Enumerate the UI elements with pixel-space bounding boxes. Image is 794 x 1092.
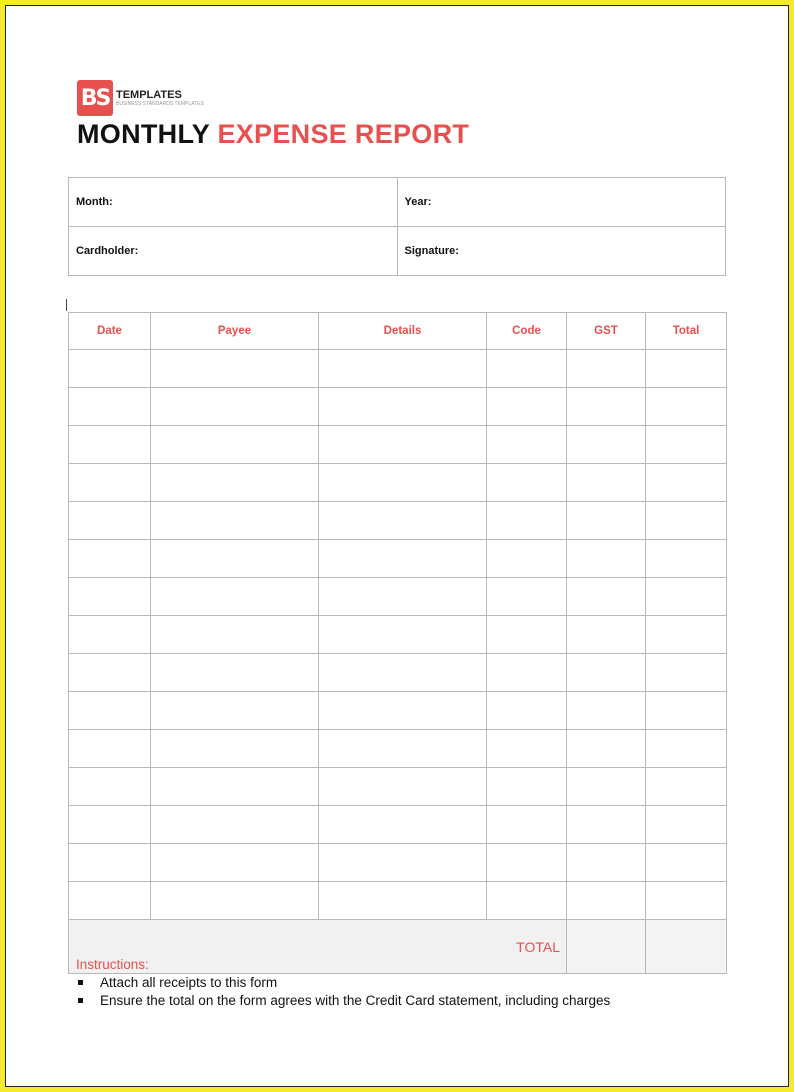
cell-gst[interactable] [567, 616, 646, 654]
cell-code[interactable] [487, 464, 567, 502]
column-header-payee: Payee [151, 313, 319, 350]
year-field[interactable]: Year: [397, 178, 726, 227]
cell-payee[interactable] [151, 540, 319, 578]
cell-payee[interactable] [151, 654, 319, 692]
logo-name: TEMPLATES [116, 88, 182, 101]
cell-details[interactable] [319, 578, 487, 616]
column-header-total: Total [646, 313, 727, 350]
cell-total[interactable] [646, 502, 727, 540]
title-part-expense-report: EXPENSE REPORT [217, 119, 470, 149]
cell-details[interactable] [319, 882, 487, 920]
logo-tagline: BUSINESS STANDARDS TEMPLATES [116, 100, 204, 107]
column-header-date: Date [69, 313, 151, 350]
cell-payee[interactable] [151, 844, 319, 882]
cell-code[interactable] [487, 654, 567, 692]
table-row [69, 388, 727, 426]
cell-payee[interactable] [151, 578, 319, 616]
table-row [69, 502, 727, 540]
table-row [69, 730, 727, 768]
cell-total[interactable] [646, 578, 727, 616]
cell-gst[interactable] [567, 844, 646, 882]
cell-date[interactable] [69, 730, 151, 768]
cell-gst[interactable] [567, 540, 646, 578]
table-row [69, 540, 727, 578]
cell-code[interactable] [487, 882, 567, 920]
cell-date[interactable] [69, 578, 151, 616]
cell-details[interactable] [319, 844, 487, 882]
cell-gst[interactable] [567, 768, 646, 806]
signature-field[interactable]: Signature: [397, 227, 726, 276]
cell-payee[interactable] [151, 768, 319, 806]
cell-date[interactable] [69, 692, 151, 730]
logo-mark: BS [77, 80, 113, 116]
cell-date[interactable] [69, 654, 151, 692]
cell-total[interactable] [646, 806, 727, 844]
cell-details[interactable] [319, 768, 487, 806]
cell-total[interactable] [646, 730, 727, 768]
cell-code[interactable] [487, 502, 567, 540]
cell-code[interactable] [487, 616, 567, 654]
cell-total[interactable] [646, 540, 727, 578]
instruction-item [76, 991, 610, 1009]
cell-total[interactable] [646, 616, 727, 654]
expense-report-page [5, 5, 789, 1087]
cell-total[interactable] [646, 844, 727, 882]
instruction-text: Ensure the total on the form agrees with the Credit Card statement, including charges [100, 992, 611, 1008]
instructions-title: Instructions: [76, 957, 149, 972]
total-label: TOTAL [69, 920, 567, 974]
table-row [69, 692, 727, 730]
cell-date[interactable] [69, 388, 151, 426]
table-row [69, 616, 727, 654]
table-row [69, 350, 727, 388]
cell-details[interactable] [319, 654, 487, 692]
table-row [69, 844, 727, 882]
table-row [69, 464, 727, 502]
cell-code[interactable] [487, 692, 567, 730]
cell-details[interactable] [319, 464, 487, 502]
cell-details[interactable] [319, 426, 487, 464]
cell-date[interactable] [69, 768, 151, 806]
cardholder-field[interactable]: Cardholder: [69, 227, 398, 276]
table-row [69, 806, 727, 844]
total-sum-cell[interactable] [646, 920, 727, 974]
cell-payee[interactable] [151, 806, 319, 844]
instruction-item [76, 973, 610, 991]
cell-date[interactable] [69, 806, 151, 844]
instruction-text: Attach all receipts to this form [100, 974, 278, 990]
cell-gst[interactable] [567, 654, 646, 692]
expense-rows [69, 350, 727, 920]
cell-gst[interactable] [567, 730, 646, 768]
cell-code[interactable] [487, 806, 567, 844]
cell-date[interactable] [69, 502, 151, 540]
cell-code[interactable] [487, 768, 567, 806]
cell-payee[interactable] [151, 882, 319, 920]
cell-gst[interactable] [567, 388, 646, 426]
cell-gst[interactable] [567, 502, 646, 540]
cell-total[interactable] [646, 388, 727, 426]
cell-total[interactable] [646, 654, 727, 692]
cell-total[interactable] [646, 768, 727, 806]
month-field[interactable]: Month: [69, 178, 398, 227]
column-header-details: Details [319, 313, 487, 350]
cell-code[interactable] [487, 844, 567, 882]
cell-payee[interactable] [151, 464, 319, 502]
cell-payee[interactable] [151, 692, 319, 730]
cell-payee[interactable] [151, 388, 319, 426]
cell-payee[interactable] [151, 616, 319, 654]
cell-gst[interactable] [567, 578, 646, 616]
table-header-row [69, 313, 727, 350]
cell-code[interactable] [487, 730, 567, 768]
text-cursor [66, 299, 67, 311]
cell-code[interactable] [487, 540, 567, 578]
cell-payee[interactable] [151, 730, 319, 768]
cell-date[interactable] [69, 464, 151, 502]
cell-total[interactable] [646, 692, 727, 730]
cell-code[interactable] [487, 578, 567, 616]
cell-code[interactable] [487, 350, 567, 388]
cell-details[interactable] [319, 350, 487, 388]
cell-gst[interactable] [567, 350, 646, 388]
cell-details[interactable] [319, 806, 487, 844]
page-title [77, 119, 469, 150]
cell-details[interactable] [319, 616, 487, 654]
cell-total[interactable] [646, 426, 727, 464]
cell-gst[interactable] [567, 692, 646, 730]
cell-date[interactable] [69, 882, 151, 920]
cell-payee[interactable] [151, 350, 319, 388]
cell-date[interactable] [69, 350, 151, 388]
cell-gst[interactable] [567, 806, 646, 844]
table-row [69, 654, 727, 692]
cell-gst[interactable] [567, 426, 646, 464]
cell-date[interactable] [69, 540, 151, 578]
cell-payee[interactable] [151, 426, 319, 464]
table-row [69, 578, 727, 616]
cell-gst[interactable] [567, 464, 646, 502]
cell-date[interactable] [69, 426, 151, 464]
cell-details[interactable] [319, 502, 487, 540]
table-row [69, 426, 727, 464]
report-info-table [68, 177, 726, 276]
cell-details[interactable] [319, 388, 487, 426]
cell-details[interactable] [319, 730, 487, 768]
cell-details[interactable] [319, 692, 487, 730]
cell-total[interactable] [646, 464, 727, 502]
cell-total[interactable] [646, 882, 727, 920]
table-row [69, 882, 727, 920]
cell-gst[interactable] [567, 882, 646, 920]
instructions-section [76, 957, 610, 1009]
cell-date[interactable] [69, 616, 151, 654]
bs-templates-logo [77, 80, 204, 116]
cell-code[interactable] [487, 388, 567, 426]
expenses-table [68, 312, 727, 974]
cell-total[interactable] [646, 350, 727, 388]
cell-details[interactable] [319, 540, 487, 578]
bullet-icon [78, 980, 83, 985]
title-part-monthly: MONTHLY [77, 119, 210, 149]
column-header-code: Code [487, 313, 567, 350]
cell-payee[interactable] [151, 502, 319, 540]
table-row [69, 768, 727, 806]
cell-code[interactable] [487, 426, 567, 464]
bullet-icon [78, 998, 83, 1003]
column-header-gst: GST [567, 313, 646, 350]
cell-date[interactable] [69, 844, 151, 882]
